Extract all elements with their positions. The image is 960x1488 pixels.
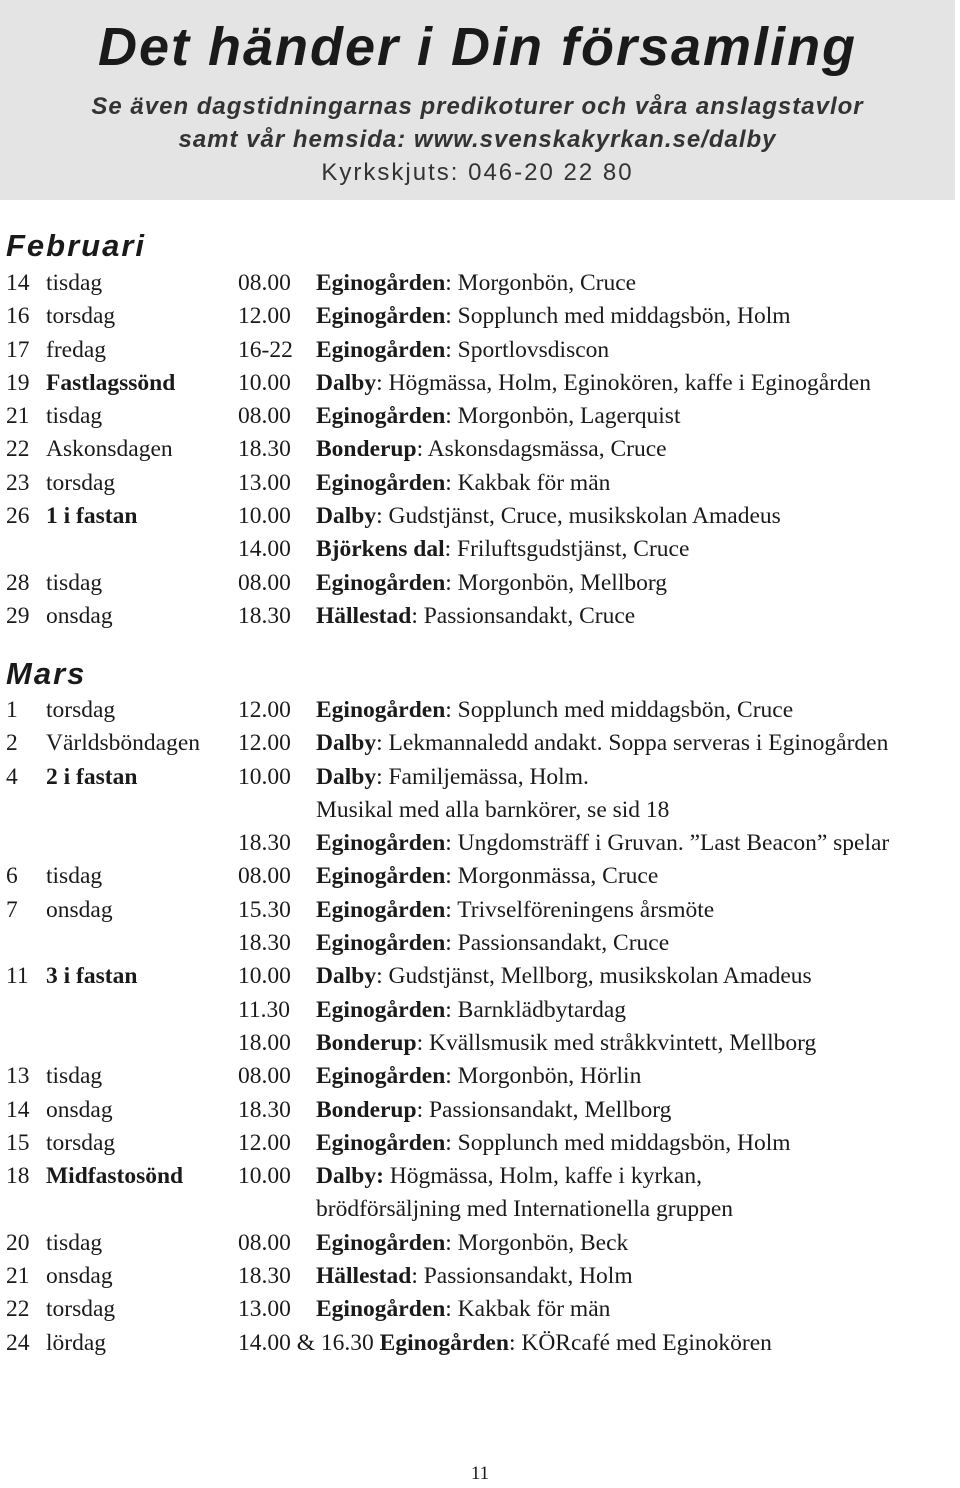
event-description <box>316 960 812 993</box>
event-time: 18.30 <box>238 930 291 957</box>
event-row <box>6 1027 950 1060</box>
event-weekday: 2 i fastan <box>46 763 138 790</box>
event-text: : Gudstjänst, Mellborg, musikskolan Amadeus <box>376 963 812 990</box>
event-text: : Passionsandakt, Holm <box>411 1263 633 1290</box>
event-row <box>6 860 950 893</box>
event-weekday: torsdag <box>46 697 116 723</box>
event-text: : Morgonbön, Mellborg <box>445 569 668 596</box>
event-text: Högmässa, Holm, kaffe i kyrkan, <box>383 1163 702 1190</box>
event-text: Musikal med alla barnkörer, se sid 18 <box>316 796 670 823</box>
event-row <box>6 300 950 333</box>
event-description <box>316 794 669 827</box>
event-location: Eginogården <box>316 697 446 723</box>
event-text: : Passionsandakt, Cruce <box>445 930 670 957</box>
event-row <box>6 1160 950 1193</box>
event-weekday: tisdag <box>46 863 103 890</box>
event-day: 18 <box>6 1163 30 1190</box>
events-list-februari <box>6 267 950 633</box>
event-row <box>6 1060 950 1093</box>
event-location: Eginogården <box>316 930 446 957</box>
month-heading-februari: Februari <box>6 228 147 263</box>
event-location: Eginogården <box>316 569 446 596</box>
event-location: Eginogården <box>316 996 446 1023</box>
event-time: 18.00 <box>238 1029 291 1056</box>
event-text: : Askonsdagsmässa, Cruce <box>416 436 667 463</box>
event-time: 14.00 & 16.30 <box>238 1329 374 1356</box>
event-location: Eginogården <box>316 830 446 857</box>
event-weekday: torsdag <box>46 303 116 330</box>
event-location: Eginogården <box>316 336 446 363</box>
event-text: : Kvällsmusik med stråkkvintett, Mellborg <box>416 1029 817 1056</box>
event-description <box>316 1094 671 1127</box>
event-weekday: onsdag <box>46 602 113 629</box>
event-day: 22 <box>6 436 30 463</box>
events-list-mars <box>6 694 950 1360</box>
event-day: 14 <box>6 270 30 296</box>
event-day: 4 <box>6 763 18 790</box>
event-text: : Kakbak för män <box>445 469 611 496</box>
event-description <box>316 400 680 433</box>
event-day: 14 <box>6 1096 30 1123</box>
event-time: 12.00 <box>238 730 291 757</box>
event-location: Dalby <box>316 503 377 530</box>
event-description <box>316 300 791 333</box>
event-row <box>6 927 950 960</box>
event-weekday: Midfastosönd <box>46 1163 184 1190</box>
event-text: : Barnklädbytardag <box>445 996 627 1023</box>
event-text: brödförsäljning med Internationella gruppen <box>316 1196 733 1223</box>
event-row <box>6 1193 950 1226</box>
event-weekday: 1 i fastan <box>46 503 138 530</box>
event-day: 24 <box>6 1329 30 1356</box>
event-row <box>6 894 950 927</box>
event-row <box>6 367 950 400</box>
event-location: Eginogården <box>316 1063 446 1090</box>
event-location: Eginogården <box>316 1296 446 1323</box>
event-description <box>316 567 667 600</box>
event-description <box>316 1060 641 1093</box>
event-day: 21 <box>6 403 30 430</box>
event-day: 16 <box>6 303 30 330</box>
event-time: 08.00 <box>238 569 291 596</box>
event-row <box>6 827 950 860</box>
event-day: 21 <box>6 1263 30 1290</box>
event-day: 23 <box>6 469 30 496</box>
event-row <box>6 567 950 600</box>
event-location: Eginogården <box>316 403 446 430</box>
event-text: : Morgonbön, Beck <box>445 1229 629 1256</box>
event-description <box>316 467 610 500</box>
event-row <box>6 794 950 827</box>
event-description <box>316 994 626 1027</box>
event-location: Bonderup <box>316 1029 417 1056</box>
event-time: 10.00 <box>238 369 291 396</box>
event-time: 08.00 <box>238 270 291 296</box>
event-weekday: onsdag <box>46 1263 113 1290</box>
event-description <box>316 827 889 860</box>
event-text: : KÖRcafé med Eginokören <box>508 1329 772 1356</box>
event-time: 08.00 <box>238 403 291 430</box>
event-time: 08.00 <box>238 1063 291 1090</box>
event-time: 18.30 <box>238 830 291 857</box>
event-weekday: 3 i fastan <box>46 963 138 990</box>
event-description <box>316 860 658 893</box>
event-row <box>6 467 950 500</box>
event-weekday: Världsböndagen <box>46 730 201 757</box>
event-row <box>6 267 950 300</box>
event-weekday: tisdag <box>46 569 103 596</box>
event-location: Björkens dal <box>316 536 445 563</box>
event-description <box>316 533 689 566</box>
event-time: 18.30 <box>238 602 291 629</box>
event-time: 16-22 <box>238 336 293 363</box>
event-text: : Familjemässa, Holm. <box>376 763 589 790</box>
event-day: 13 <box>6 1063 30 1090</box>
event-location: Hällestad <box>316 1263 412 1290</box>
event-location: Eginogården <box>316 469 446 496</box>
event-time: 12.00 <box>238 697 291 723</box>
event-row <box>6 600 950 633</box>
event-location: Eginogården <box>316 270 446 296</box>
event-location: Dalby <box>316 369 377 396</box>
event-location: Bonderup <box>316 1096 417 1123</box>
event-day: 22 <box>6 1296 30 1323</box>
event-row <box>6 994 950 1027</box>
event-location: Dalby: <box>316 1163 384 1190</box>
page-number: 11 <box>470 1463 490 1484</box>
event-row <box>6 533 950 566</box>
event-weekday: torsdag <box>46 1296 116 1323</box>
event-day: 29 <box>6 602 30 629</box>
event-description <box>316 1160 702 1193</box>
event-time: 12.00 <box>238 1129 291 1156</box>
event-weekday: Askonsdagen <box>46 436 173 463</box>
event-text: : Trivselföreningens årsmöte <box>445 896 715 923</box>
subtitle-line-2: samt vår hemsida: www.svenskakyrkan.se/dalby <box>178 126 777 153</box>
event-day: 1 <box>6 697 18 723</box>
event-weekday: tisdag <box>46 1229 103 1256</box>
event-time: 11.30 <box>238 996 291 1023</box>
event-day: 2 <box>6 730 18 757</box>
event-row <box>6 1293 950 1326</box>
event-day: 20 <box>6 1229 30 1256</box>
event-day: 11 <box>6 963 29 990</box>
event-weekday: lördag <box>46 1329 107 1356</box>
event-description <box>316 500 781 533</box>
event-day: 26 <box>6 503 30 530</box>
event-description <box>316 600 635 633</box>
event-row <box>6 694 950 727</box>
event-description <box>316 1293 610 1326</box>
event-row <box>6 960 950 993</box>
event-location: Eginogården <box>316 303 446 330</box>
event-weekday: fredag <box>46 336 107 363</box>
event-row <box>6 400 950 433</box>
subtitle-line-1: Se även dagstidningarnas predikoturer och våra anslagstavlor <box>91 93 864 120</box>
event-description <box>316 761 589 794</box>
event-weekday: torsdag <box>46 1129 116 1156</box>
event-text: : Sopplunch med middagsbön, Cruce <box>445 697 794 723</box>
event-time: 08.00 <box>238 863 291 890</box>
event-day: 7 <box>6 896 18 923</box>
event-location: Dalby <box>316 730 377 757</box>
event-weekday: onsdag <box>46 896 113 923</box>
event-time: 12.00 <box>238 303 291 330</box>
event-description <box>316 367 871 400</box>
event-time: 18.30 <box>238 436 291 463</box>
event-day: 15 <box>6 1129 30 1156</box>
church-transport-phone: Kyrkskjuts: 046-20 22 80 <box>321 159 634 186</box>
event-text: : Kakbak för män <box>445 1296 611 1323</box>
event-time: 08.00 <box>238 1229 291 1256</box>
event-time: 13.00 <box>238 469 291 496</box>
event-weekday: torsdag <box>46 469 116 496</box>
event-description <box>316 267 636 300</box>
event-text: : Morgonbön, Cruce <box>445 270 637 296</box>
event-location: Eginogården <box>316 863 446 890</box>
event-row <box>6 1327 950 1360</box>
event-time: 10.00 <box>238 1163 291 1190</box>
event-location: Bonderup <box>316 436 417 463</box>
event-text: : Passionsandakt, Cruce <box>411 602 636 629</box>
event-text: : Sopplunch med middagsbön, Holm <box>445 303 791 330</box>
event-row <box>6 727 950 760</box>
event-description <box>316 1193 733 1226</box>
event-day: 19 <box>6 369 30 396</box>
page-title: Det händer i Din församling <box>97 17 858 77</box>
event-row <box>6 1127 950 1160</box>
month-heading-mars: Mars <box>6 656 87 691</box>
event-description <box>238 1327 772 1360</box>
event-weekday: tisdag <box>46 403 103 430</box>
event-description <box>316 433 667 466</box>
event-description <box>316 1227 628 1260</box>
event-row <box>6 334 950 367</box>
event-day: 6 <box>6 863 18 890</box>
event-description <box>316 1027 816 1060</box>
event-description <box>316 1260 633 1293</box>
event-text: : Högmässa, Holm, Eginokören, kaffe i Eginogården <box>376 369 871 396</box>
event-location: Hällestad <box>316 602 412 629</box>
event-text: : Lekmannaledd andakt. Soppa serveras i Eginogården <box>376 730 889 757</box>
event-row <box>6 1227 950 1260</box>
event-time: 14.00 <box>238 536 291 563</box>
event-description <box>316 894 714 927</box>
event-weekday: onsdag <box>46 1096 113 1123</box>
event-time: 18.30 <box>238 1263 291 1290</box>
event-description <box>316 927 669 960</box>
header-banner <box>0 0 955 200</box>
event-text: : Passionsandakt, Mellborg <box>416 1096 672 1123</box>
event-row <box>6 500 950 533</box>
event-weekday: tisdag <box>46 1063 103 1090</box>
event-location: Dalby <box>316 763 377 790</box>
event-description <box>316 727 888 760</box>
event-location: Dalby <box>316 963 377 990</box>
event-text: : Ungdomsträff i Gruvan. ”Last Beacon” spelar <box>445 830 890 857</box>
event-weekday: Fastlagssönd <box>46 369 176 396</box>
event-location: Eginogården <box>316 1129 446 1156</box>
event-text: : Morgonbön, Hörlin <box>445 1063 642 1090</box>
event-time: 10.00 <box>238 763 291 790</box>
event-description <box>316 1127 791 1160</box>
event-text: : Sopplunch med middagsbön, Holm <box>445 1129 791 1156</box>
event-text: : Gudstjänst, Cruce, musikskolan Amadeus <box>376 503 781 530</box>
event-day: 17 <box>6 336 30 363</box>
event-location: Eginogården <box>316 1229 446 1256</box>
event-row <box>6 761 950 794</box>
event-description <box>316 694 793 727</box>
event-row <box>6 1094 950 1127</box>
event-location: Eginogården <box>316 896 446 923</box>
event-row <box>6 1260 950 1293</box>
event-time: 13.00 <box>238 1296 291 1323</box>
event-text: : Morgonmässa, Cruce <box>445 863 659 890</box>
event-time: 18.30 <box>238 1096 291 1123</box>
event-weekday: tisdag <box>46 270 103 296</box>
event-time: 10.00 <box>238 503 291 530</box>
event-location: Eginogården <box>379 1329 509 1356</box>
event-day: 28 <box>6 569 30 596</box>
event-text: : Sportlovsdiscon <box>445 336 610 363</box>
event-time: 10.00 <box>238 963 291 990</box>
event-row <box>6 433 950 466</box>
event-time: 15.30 <box>238 896 291 923</box>
event-description <box>316 334 609 367</box>
event-text: : Friluftsgudstjänst, Cruce <box>444 536 690 563</box>
event-text: : Morgonbön, Lagerquist <box>445 403 681 430</box>
